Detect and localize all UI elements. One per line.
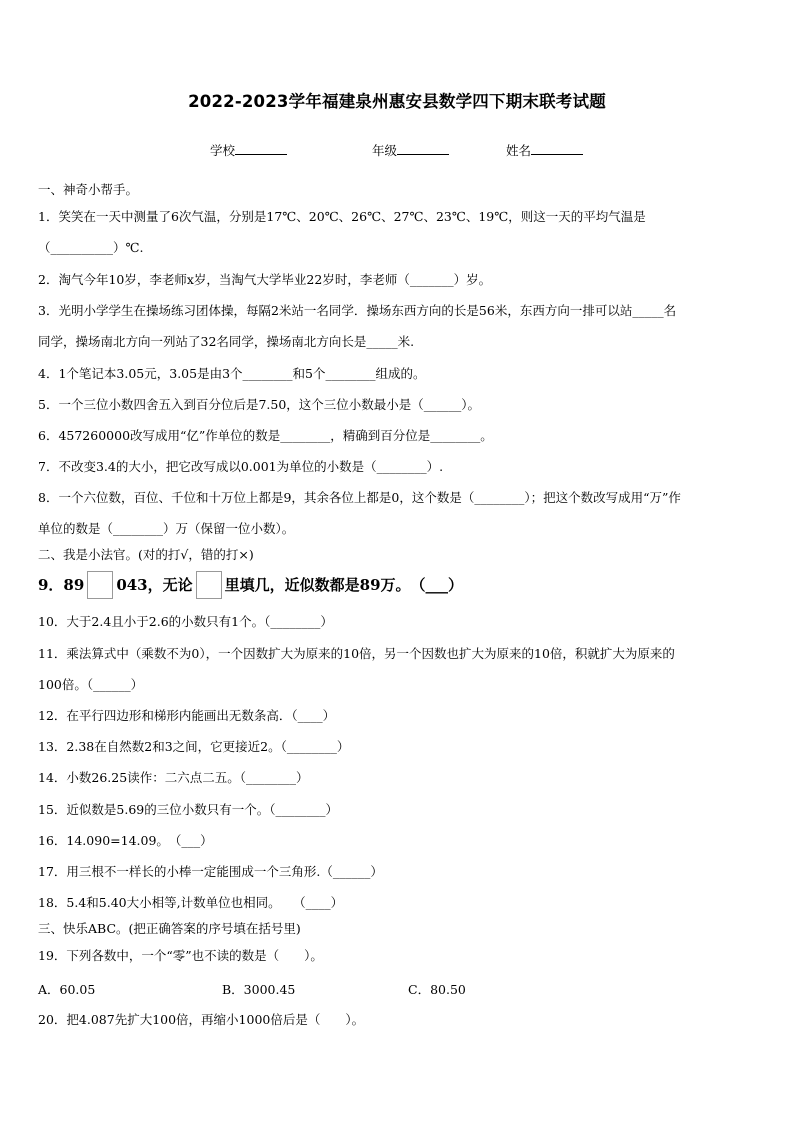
section-3-heading: 三、快乐ABC。(把正确答案的序号填在括号里) <box>38 921 301 936</box>
question-13: 13．2.38在自然数2和3之间，它更接近2。（________） <box>38 739 350 754</box>
question-10: 10．大于2.4且小于2.6的小数只有1个。（________） <box>38 614 333 629</box>
question-1-line-2: （__________）℃. <box>38 240 144 255</box>
name-label: 姓名 <box>506 143 532 158</box>
question-17: 17．用三根不一样长的小棒一定能围成一个三角形.（______） <box>38 864 383 879</box>
question-19: 19．下列各数中，一个“零”也不读的数是（ ）。 <box>38 948 323 963</box>
question-9 <box>38 570 758 600</box>
question-8-line-1: 8．一个六位数，百位、千位和十万位上都是9，其余各位上都是0，这个数是（________）；把这个数改写成用“万”作 <box>38 490 681 505</box>
grade-label: 年级 <box>372 143 398 158</box>
digit-box-1[interactable] <box>87 571 113 599</box>
digit-box-2[interactable] <box>196 571 222 599</box>
question-15: 15．近似数是5.69的三位小数只有一个。（________） <box>38 802 338 817</box>
name-blank[interactable] <box>531 142 583 155</box>
section-1-heading: 一、神奇小帮手。 <box>38 182 139 197</box>
question-3-line-2: 同学，操场南北方向一列站了32名同学，操场南北方向长是_____米. <box>38 334 415 349</box>
question-16: 16．14.090=14.09。 （___） <box>38 833 213 848</box>
question-1-line-1: 1．笑笑在一天中测量了6次气温，分别是17℃、20℃、26℃、27℃、23℃、19℃，则这一天的平均气温是 <box>38 209 646 224</box>
question-20: 20．把4.087先扩大100倍，再缩小1000倍后是（ ）。 <box>38 1012 365 1027</box>
question-7: 7．不改变3.4的大小，把它改写成以0.001为单位的小数是（________）. <box>38 459 444 474</box>
question-2: 2．淘气今年10岁，李老师x岁，当淘气大学毕业22岁时，李老师（_______）岁。 <box>38 272 492 287</box>
question-9-part-1: 9．89 <box>38 576 85 594</box>
question-4: 4．1个笔记本3.05元，3.05是由3个________和5个________组成的。 <box>38 366 426 381</box>
question-8-line-2: 单位的数是（________）万（保留一位小数）。 <box>38 521 295 536</box>
question-11-line-2: 100倍。（______） <box>38 677 144 692</box>
section-2-heading: 二、我是小法官。(对的打√，错的打×) <box>38 547 254 562</box>
grade-field <box>372 141 449 159</box>
school-blank[interactable] <box>235 142 287 155</box>
page-title: 2022-2023学年福建泉州惠安县数学四下期末联考试题 <box>188 92 606 111</box>
school-label: 学校 <box>210 143 236 158</box>
question-9-part-2: 043，无论 <box>116 576 193 594</box>
school-field <box>210 141 287 159</box>
question-12: 12．在平行四边形和梯形内能画出无数条高．（____） <box>38 708 336 723</box>
question-19-option-c: C．80.50 <box>408 982 466 997</box>
question-18: 18．5.4和5.40大小相等,计数单位也相同。 （____） <box>38 895 344 910</box>
name-field <box>506 141 583 159</box>
question-3-line-1: 3．光明小学学生在操场练习团体操，每隔2米站一名同学．操场东西方向的长是56米，东西方向一排可以站_____名 <box>38 303 677 318</box>
question-9-part-3: 里填几，近似数都是89万。 （___） <box>224 576 464 594</box>
question-11-line-1: 11．乘法算式中（乘数不为0），一个因数扩大为原来的10倍，另一个因数也扩大为原来的10倍，积就扩大为原来的 <box>38 646 675 661</box>
question-19-option-a: A．60.05 <box>38 982 96 997</box>
question-19-option-b: B．3000.45 <box>222 982 296 997</box>
question-14: 14．小数26.25读作：二六点二五。（________） <box>38 770 309 785</box>
grade-blank[interactable] <box>397 142 449 155</box>
question-5: 5．一个三位小数四舍五入到百分位后是7.50，这个三位小数最小是（______）。 <box>38 397 481 412</box>
question-6: 6．457260000改写成用“亿”作单位的数是________，精确到百分位是________。 <box>38 428 493 443</box>
